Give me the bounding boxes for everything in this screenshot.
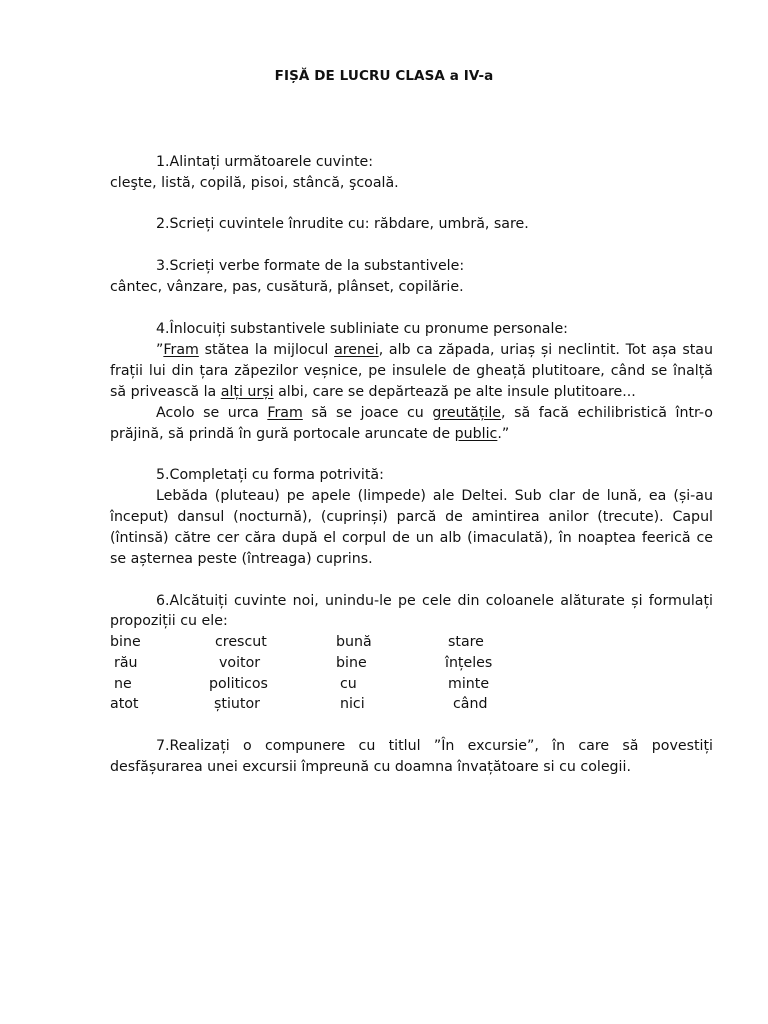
word-col-3: cu <box>340 676 357 692</box>
exercise-5-text-line: (întinsă) către cer căra după el corpul de un alb (imaculată), în noaptea feerică ce <box>110 530 713 546</box>
word-col-4: stare <box>448 634 484 650</box>
underlined-noun: Fram <box>163 342 199 358</box>
exercise-4-text-line <box>156 340 713 361</box>
text-segment: prăjină, să prindă în gură portocale aruncate de <box>110 426 455 442</box>
word-col-1: bine <box>110 634 141 650</box>
exercise-6-heading: 6.Alcătuiți cuvinte noi, unindu-le pe cele din coloanele alăturate și formulați <box>156 593 713 609</box>
exercise-4-text-line <box>156 403 713 424</box>
exercise-7-heading: 7.Realizați o compunere cu titlul ”În excursie”, în care să povestiți <box>156 738 713 754</box>
word-col-2: crescut <box>215 634 267 650</box>
word-col-1: rău <box>114 655 138 671</box>
word-col-1: ne <box>114 676 132 692</box>
exercise-4-text-line: frații lui din țara zăpezilor veșnice, pe insulele de gheață plutitoare, când se înalță <box>110 363 713 379</box>
text-segment: albi, care se depărtează pe alte insule plutitoare... <box>273 384 636 400</box>
underlined-noun: Fram <box>267 405 303 421</box>
underlined-noun: arenei <box>334 342 379 358</box>
word-col-1: atot <box>110 696 139 712</box>
text-segment: să privească la <box>110 384 221 400</box>
word-col-3: bună <box>336 634 372 650</box>
text-segment: Acolo se urca <box>156 405 268 421</box>
word-col-2: voitor <box>219 655 261 671</box>
exercise-3-words: cântec, vânzare, pas, cusătură, plânset, copilărie. <box>110 279 464 295</box>
word-col-2: politicos <box>209 676 268 692</box>
exercise-4-text-line <box>110 382 713 403</box>
text-segment: stătea la mijlocul <box>198 342 335 358</box>
exercise-2-heading: 2.Scrieți cuvintele înrudite cu: răbdare, umbră, sare. <box>156 216 529 232</box>
text-segment: să se joace cu <box>302 405 433 421</box>
word-col-4: când <box>453 696 488 712</box>
exercise-1-words: cleşte, listă, copilă, pisoi, stâncă, şcoală. <box>110 175 399 191</box>
word-col-4: înțeles <box>445 655 493 671</box>
underlined-noun: public <box>454 426 498 442</box>
word-col-2: știutor <box>214 696 260 712</box>
exercise-4-text-line <box>110 424 713 445</box>
exercise-5-heading: 5.Completați cu forma potrivită: <box>156 467 384 483</box>
text-segment: ” <box>156 342 164 358</box>
word-col-4: minte <box>448 676 490 692</box>
exercise-7-text-line: desfășurarea unei excursii împreună cu doamna învațătoare si cu colegii. <box>110 759 631 775</box>
page-title: FIȘĂ DE LUCRU CLASA a IV-a <box>274 68 494 84</box>
exercise-5-text-line: Lebăda (pluteau) pe apele (limpede) ale Deltei. Sub clar de lună, ea (și-au <box>156 488 713 504</box>
word-col-3: bine <box>336 655 367 671</box>
exercise-5-text-line: început) dansul (nocturnă), (cuprinși) parcă de amintirea anilor (trecute). Capul <box>110 509 713 525</box>
underlined-noun: alți urși <box>220 384 274 400</box>
text-segment: , să facă echilibristică într-o <box>501 405 713 421</box>
exercise-5-text-line: se așternea peste (întreaga) cuprins. <box>110 551 373 567</box>
exercise-3-heading: 3.Scrieți verbe formate de la substantivele: <box>156 258 465 274</box>
underlined-noun: greutățile <box>432 405 502 421</box>
exercise-1-heading: 1.Alintați următoarele cuvinte: <box>156 154 374 170</box>
text-segment: , alb ca zăpada, uriaș și neclintit. Tot așa stau <box>378 342 713 358</box>
text-segment: .” <box>497 426 510 442</box>
word-col-3: nici <box>340 696 365 712</box>
exercise-4-heading: 4.Înlocuiți substantivele subliniate cu pronume personale: <box>156 321 568 337</box>
exercise-6-heading-cont: propoziții cu ele: <box>110 613 228 629</box>
